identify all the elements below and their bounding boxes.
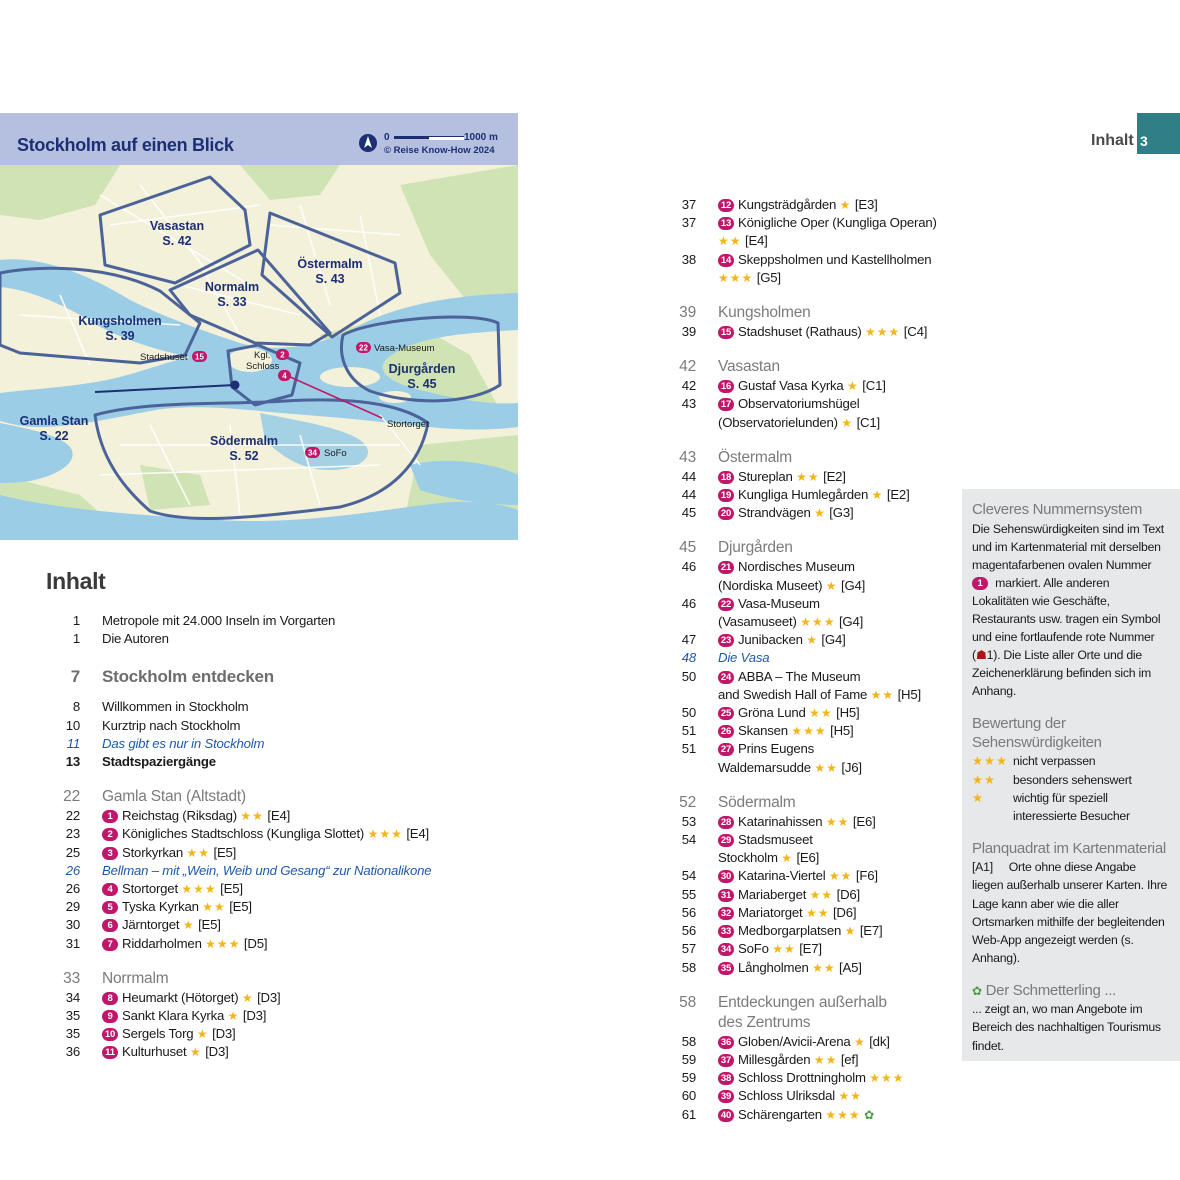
sight-number-badge: 14 xyxy=(718,254,734,267)
grid-reference: [H5] xyxy=(830,723,854,739)
grid-reference: [E5] xyxy=(213,844,237,860)
district-label-sodermalm-page: S. 52 xyxy=(229,449,259,463)
grid-reference: [E2] xyxy=(823,468,846,484)
toc-entry-sight: 56 33 Medborgarplatsen ★ [E7] xyxy=(681,923,883,939)
sight-number-badge: 8 xyxy=(102,992,118,1005)
north-arrow-icon xyxy=(358,133,378,153)
district-label-kungsholmen-page: S. 39 xyxy=(105,329,135,343)
poi-num-sofo: 34 xyxy=(308,448,317,458)
sight-number-badge: 23 xyxy=(718,634,734,647)
poi-label-stortorget: Stortorget xyxy=(387,419,429,430)
sight-number-badge: 13 xyxy=(718,217,734,230)
star-rating-icon: ★★ xyxy=(838,1089,862,1104)
page-number: 3 xyxy=(1140,133,1148,149)
toc-entry-sight: 31 7 Riddarholmen ★★★ [D5] xyxy=(65,935,268,951)
sight-number-badge: 3 xyxy=(102,847,118,860)
star-rating-icon: ★★ xyxy=(814,760,838,775)
grid-reference: [D3] xyxy=(257,989,281,1005)
grid-reference: [ef] xyxy=(840,1051,859,1067)
toc-entry-sight: 43 17 Observatoriumshügel (Observatorielunden) ★ [C1] xyxy=(681,396,880,430)
toc-column-right xyxy=(662,196,952,1124)
scale-zero-label: 0 xyxy=(384,132,390,143)
poi-num-stadshuset: 15 xyxy=(195,352,204,362)
star-rating-icon: ★★ xyxy=(809,706,833,721)
toc-section-kungsholmen: 39 Kungsholmen xyxy=(679,304,811,322)
sight-number-badge: 21 xyxy=(718,561,734,574)
grid-reference: [F6] xyxy=(855,868,878,884)
grid-reference: [D3] xyxy=(242,1008,267,1024)
sight-number-badge: 29 xyxy=(718,834,734,847)
toc-entry-sight: 57 34 SoFo ★★ [E7] xyxy=(681,941,822,957)
sight-number-badge: 6 xyxy=(102,919,118,932)
toc-entry: 1 Metropole mit 24.000 Inseln im Vorgarten xyxy=(72,613,336,628)
toc-entry: 10 Kurztrip nach Stockholm xyxy=(65,717,241,733)
toc-entry-sight: 51 26 Skansen ★★★ [H5] xyxy=(681,723,854,739)
toc-section-ostermalm: 43 Östermalm xyxy=(679,448,792,466)
sight-number-badge: 2 xyxy=(102,828,118,841)
rating-row: ★★★ nicht verpassen xyxy=(972,752,1168,770)
star-rating-icon: ★★ xyxy=(809,887,834,902)
info-numbering xyxy=(972,501,1168,700)
grid-reference: [E3] xyxy=(854,197,878,212)
gamla-stan-dot xyxy=(231,381,240,390)
toc-entry-sight: 38 14 Skeppsholmen und Kastellholmen ★★★ [G5] xyxy=(681,251,932,285)
poi-label-stadshuset: Stadshuset xyxy=(140,352,188,363)
sight-number-badge: 16 xyxy=(718,380,734,393)
grid-reference: [D6] xyxy=(836,886,861,902)
toc-entry-sight: 55 31 Mariaberget ★★ [D6] xyxy=(681,886,861,902)
star-icon: ★★★ xyxy=(972,754,1009,769)
butterfly-icon: ✿ xyxy=(864,1107,874,1122)
toc-entry-sight: 58 35 Långholmen ★★ [A5] xyxy=(681,959,862,975)
page-tab xyxy=(1137,113,1180,154)
district-label-vasastan: Vasastan xyxy=(149,219,205,233)
sight-number-badge: 18 xyxy=(718,471,734,484)
toc-section-norrmalm: 33 Norrmalm xyxy=(63,969,169,987)
running-header: Inhalt xyxy=(1091,132,1134,149)
toc-section-djurgarden: 45 Djurgården xyxy=(679,539,793,557)
toc-entry-feature: 48 Die Vasa xyxy=(681,650,770,666)
star-rating-icon: ★★ xyxy=(240,809,264,824)
toc-entry-sight: 50 25 Gröna Lund ★★ [H5] xyxy=(681,705,860,721)
toc-entry-sight: 35 9 Sankt Klara Kyrka ★ [D3] xyxy=(65,1008,267,1024)
star-rating-icon: ★★ xyxy=(825,814,850,829)
toc-entry-sight: 45 20 Strandvägen ★ [G3] xyxy=(681,505,854,521)
toc-entry: 13 Stadtspaziergänge xyxy=(65,754,216,770)
scale-bar xyxy=(394,136,464,139)
poi-num-vasa: 22 xyxy=(359,343,368,353)
grid-reference: [E5] xyxy=(198,917,221,933)
star-rating-icon: ★ xyxy=(847,379,859,394)
grid-reference: [E7] xyxy=(799,941,822,957)
grid-reference: [A5] xyxy=(839,959,862,975)
grid-reference: [E6] xyxy=(796,850,820,866)
star-rating-icon: ★ xyxy=(839,198,852,212)
toc-entry-sight: 56 32 Mariatorget ★★ [D6] xyxy=(681,904,857,920)
info-grid-title: Planquadrat im Kartenmaterial xyxy=(972,839,1166,857)
sight-number-badge: 11 xyxy=(102,1046,118,1059)
toc-entry-sight: 22 1 Reichstag (Riksdag) ★★ [E4] xyxy=(65,808,291,824)
district-label-normalm-page: S. 33 xyxy=(217,295,247,309)
sight-number-badge: 20 xyxy=(718,507,734,520)
star-rating-icon: ★★ xyxy=(805,905,830,920)
rating-row: ★ wichtig für speziell interessierte Besucher xyxy=(972,789,1168,825)
star-rating-icon: ★★ xyxy=(812,960,836,975)
sight-number-badge: 4 xyxy=(102,883,118,896)
toc-entry-sight: 46 21 Nordisches Museum (Nordiska Museet) ★ [G4] xyxy=(681,559,866,593)
star-rating-icon: ★ xyxy=(196,1027,209,1042)
toc-section-outside: 58 Entdeckungen außerhalb des Zentrums xyxy=(679,993,887,1031)
sight-number-badge: 24 xyxy=(718,671,734,684)
district-page-vasastan: S. 42 xyxy=(162,234,192,248)
star-icon: ★ xyxy=(972,790,985,805)
toc-entry-sight: 53 28 Katarinahissen ★★ [E6] xyxy=(681,813,876,829)
sight-number-badge: 7 xyxy=(102,938,118,951)
grid-reference: [G4] xyxy=(841,577,866,593)
sight-number-badge: 26 xyxy=(718,725,734,738)
toc-chapter: 7 Stockholm entdecken xyxy=(70,667,274,687)
toc-entry-sight: 23 2 Königliches Stadtschloss (Kungliga Slottet) ★★★ [E4] xyxy=(65,826,429,842)
grid-reference: [D5] xyxy=(243,935,268,951)
toc-heading: Inhalt xyxy=(46,568,106,594)
sight-number-badge: 37 xyxy=(718,1054,734,1067)
grid-reference: [C4] xyxy=(903,324,928,340)
toc-entry-sight: 29 5 Tyska Kyrkan ★★ [E5] xyxy=(65,899,252,915)
grid-reference: [G5] xyxy=(756,269,781,285)
map-header xyxy=(0,113,518,165)
info-butterfly xyxy=(972,982,1168,1055)
star-rating-icon: ★ xyxy=(182,918,195,933)
poi-num-schloss: 2 xyxy=(280,350,285,360)
sight-number-badge: 30 xyxy=(718,870,734,883)
toc-entry-sight: 59 37 Millesgården ★★ [ef] xyxy=(681,1051,859,1067)
info-numbering-title: Cleveres Nummernsystem xyxy=(972,501,1143,518)
toc-entry-sight: 54 30 Katarina-Viertel ★★ [F6] xyxy=(681,868,878,884)
star-rating-icon: ★★ xyxy=(796,469,820,484)
rating-row: ★★ besonders sehenswert xyxy=(972,771,1168,789)
sight-number-badge: 25 xyxy=(718,707,734,720)
sight-number-badge: 34 xyxy=(718,943,734,956)
grid-reference: [H5] xyxy=(897,686,921,702)
district-label-ostermalm-page: S. 43 xyxy=(315,272,345,286)
poi-label-schloss-1: Kgl. xyxy=(254,350,271,361)
example-badge: 1 xyxy=(972,577,988,590)
star-rating-icon: ★ xyxy=(806,633,818,648)
star-rating-icon: ★ xyxy=(871,488,884,503)
toc-column-left xyxy=(46,612,486,1062)
star-rating-icon: ★ xyxy=(853,1034,866,1049)
toc-entry-sight: 61 40 Schärengarten ★★★ ✿ xyxy=(681,1106,874,1122)
star-rating-icon: ★★★ xyxy=(800,615,836,630)
toc-entry-sight: 36 11 Kulturhuset ★ [D3] xyxy=(65,1044,229,1060)
butterfly-icon: ✿ xyxy=(972,983,982,998)
toc-entry-sight: 60 39 Schloss Ulriksdal ★★ xyxy=(681,1088,862,1104)
toc-entry-sight: 50 24 ABBA – The Museum and Swedish Hall of Fame ★★ [H5] xyxy=(681,668,921,702)
grid-reference: [J6] xyxy=(841,759,862,775)
star-rating-icon: ★ xyxy=(227,1009,240,1024)
star-rating-icon: ★★ xyxy=(828,869,853,884)
toc-entry-sight: 44 18 Stureplan ★★ [E2] xyxy=(681,468,846,484)
grid-reference: [E2] xyxy=(886,487,910,503)
star-icon: ★★ xyxy=(972,772,997,787)
grid-reference: [E5] xyxy=(229,899,252,915)
toc-entry: 8 Willkommen in Stockholm xyxy=(72,699,249,715)
grid-reference: [G4] xyxy=(838,614,864,630)
poi-label-vasa: Vasa-Museum xyxy=(374,343,435,354)
grid-reference: [C1] xyxy=(862,378,886,394)
toc-entry-sight: 44 19 Kungliga Humlegården ★ [E2] xyxy=(681,487,910,503)
grid-reference: [C1] xyxy=(856,414,880,430)
grid-reference: [H5] xyxy=(836,705,860,721)
sight-number-badge: 33 xyxy=(718,925,734,938)
district-label-djurgarden: Djurgården xyxy=(388,362,456,376)
district-label-kungsholmen: Kungsholmen xyxy=(78,314,162,328)
star-rating-icon: ★ xyxy=(825,578,838,593)
star-rating-icon: ★★ xyxy=(813,1052,838,1067)
grid-reference: [E7] xyxy=(859,923,883,939)
toc-entry-sight: 25 3 Storkyrkan ★★ [E5] xyxy=(65,844,237,860)
grid-reference: [E4] xyxy=(406,826,429,842)
toc-entry-feature: 11 Das gibt es nur in Stockholm xyxy=(66,735,265,751)
sight-number-badge: 15 xyxy=(718,326,734,339)
toc-entry-sight: 58 36 Globen/Avicii-Arena ★ [dk] xyxy=(681,1033,890,1049)
toc-entry-sight: 47 23 Junibacken ★ [G4] xyxy=(681,632,846,648)
overview-map xyxy=(0,113,518,540)
district-label-normalm: Normalm xyxy=(204,280,260,294)
info-grid xyxy=(972,839,1171,967)
toc-entry-sight: 51 27 Prins Eugens Waldemarsudde ★★ [J6] xyxy=(681,741,862,775)
toc-entry-sight: 26 4 Stortorget ★★★ [E5] xyxy=(65,881,243,897)
grid-reference: [dk] xyxy=(869,1033,890,1049)
info-rating xyxy=(972,715,1168,824)
info-numbering-text: Die Sehenswürdigkeiten sind im Text und im Kartenmaterial mit derselben magentafarbenen ovalen Nummer 1 markiert. Alle anderen Lokalitäten wie Geschäfte, Restaurants usw. tragen ein Symbol und eine fortlaufende rote Nummer (☗1). Die Liste aller Orte und die Zeichenerklärung befinden sich im Anhang. xyxy=(972,521,1164,699)
sight-number-badge: 39 xyxy=(718,1090,734,1103)
toc-entry-sight: 39 15 Stadshuset (Rathaus) ★★★ [C4] xyxy=(681,324,928,340)
sight-number-badge: 38 xyxy=(718,1072,734,1085)
star-rating-icon: ★★ xyxy=(772,942,796,957)
toc-section-gamla-stan: 22 Gamla Stan (Altstadt) xyxy=(63,788,246,806)
grid-reference: [E6] xyxy=(852,813,876,829)
map-copyright: © Reise Know-How 2024 xyxy=(384,145,495,156)
info-box xyxy=(962,489,1180,1061)
star-rating-icon: ★★★ xyxy=(869,1071,905,1086)
grid-reference: [G3] xyxy=(829,505,854,521)
sight-number-badge: 27 xyxy=(718,743,734,756)
star-rating-icon: ★★★ xyxy=(825,1107,861,1122)
sight-number-badge: 31 xyxy=(718,889,734,902)
toc-entry-sight: 42 16 Gustaf Vasa Kyrka ★ [C1] xyxy=(681,378,886,394)
sight-number-badge: 12 xyxy=(718,199,734,212)
toc-section-vasastan: 42 Vasastan xyxy=(679,358,780,376)
toc-entry: 1 Die Autoren xyxy=(72,631,169,647)
district-label-ostermalm: Östermalm xyxy=(297,257,363,271)
sight-number-badge: 17 xyxy=(718,398,734,411)
sight-number-badge: 19 xyxy=(718,489,734,502)
star-rating-icon: ★ xyxy=(841,415,854,430)
poi-num-stortorget: 4 xyxy=(282,371,287,381)
star-rating-icon: ★★★ xyxy=(865,325,901,340)
toc-entry-sight: 35 10 Sergels Torg ★ [D3] xyxy=(65,1026,236,1042)
grid-reference: [D3] xyxy=(205,1044,229,1060)
map-canvas xyxy=(0,165,518,540)
star-rating-icon: ★★ xyxy=(186,845,211,860)
star-rating-icon: ★ xyxy=(189,1045,202,1060)
district-label-sodermalm: Södermalm xyxy=(209,434,279,448)
toc-entry-sight: 30 6 Järntorget ★ [E5] xyxy=(65,917,221,933)
toc-section-sodermalm: 52 Södermalm xyxy=(679,793,796,811)
sight-number-badge: 35 xyxy=(718,962,734,975)
district-label-gamla-stan-page: S. 22 xyxy=(39,429,69,443)
sight-number-badge: 9 xyxy=(102,1010,118,1023)
toc-entry-sight: 34 8 Heumarkt (Hötorget) ★ [D3] xyxy=(65,989,281,1005)
sight-number-badge: 28 xyxy=(718,816,734,829)
shop-symbol-icon: ☗ xyxy=(975,648,987,663)
toc-entry-sight: 59 38 Schloss Drottningholm ★★★ xyxy=(681,1070,905,1086)
district-label-djurgarden-page: S. 45 xyxy=(407,377,437,391)
star-rating-icon: ★★★ xyxy=(367,827,403,842)
toc-entry-sight: 37 12 Kungsträdgården ★ [E3] xyxy=(681,197,878,212)
star-rating-icon: ★★★ xyxy=(791,724,827,739)
info-rating-title: Bewertung der Sehenswürdigkeiten xyxy=(972,715,1102,751)
info-butterfly-text: ... zeigt an, wo man Angebote im Bereich des nachhaltigen Tourismus findet. xyxy=(972,1002,1161,1053)
poi-label-schloss-2: Schloss xyxy=(246,361,280,372)
star-rating-icon: ★★ xyxy=(870,687,895,702)
star-rating-icon: ★ xyxy=(814,506,826,521)
grid-reference: [E4] xyxy=(744,233,768,249)
grid-reference: [D6] xyxy=(832,904,857,920)
scale-max-label: 1000 m xyxy=(464,132,498,143)
star-rating-icon: ★★★ xyxy=(181,882,217,897)
district-label-gamla-stan: Gamla Stan xyxy=(19,414,89,428)
star-rating-icon: ★★★ xyxy=(718,270,754,285)
star-rating-icon: ★★★ xyxy=(205,936,241,951)
star-rating-icon: ★★ xyxy=(202,900,226,915)
sight-number-badge: 1 xyxy=(102,810,118,823)
info-grid-text: [A1] Orte ohne diese Angabe liegen außerhalb unserer Karten. Ihre Lage kann aber wie die aller Ortsmarken mithilfe der begleitenden Web-App angezeigt werden (s. Anhang). xyxy=(972,860,1171,965)
toc-entry-feature: 26 Bellman – mit „Wein, Weib und Gesang“ zur Nationalikone xyxy=(65,862,432,878)
info-butterfly-title: ✿ Der Schmetterling ... xyxy=(972,981,1117,999)
grid-reference: [G4] xyxy=(821,632,846,648)
sight-number-badge: 40 xyxy=(718,1109,734,1122)
star-rating-icon: ★ xyxy=(241,990,254,1005)
poi-label-sofo: SoFo xyxy=(324,448,347,459)
sight-number-badge: 22 xyxy=(718,598,734,611)
star-rating-icon: ★ xyxy=(781,851,793,866)
toc-entry-sight: 37 13 Königliche Oper (Kungliga Operan) ★★ [E4] xyxy=(681,215,937,249)
sight-number-badge: 10 xyxy=(102,1028,118,1041)
map-title: Stockholm auf einen Blick xyxy=(17,135,234,155)
grid-reference: [D3] xyxy=(212,1026,236,1042)
star-rating-icon: ★★ xyxy=(718,234,742,249)
sight-number-badge: 5 xyxy=(102,901,118,914)
toc-entry-sight: 54 29 Stadsmuseet Stockholm ★ [E6] xyxy=(681,832,820,866)
sight-number-badge: 32 xyxy=(718,907,734,920)
star-rating-icon: ★ xyxy=(844,924,857,939)
sight-number-badge: 36 xyxy=(718,1036,734,1049)
toc-entry-sight: 46 22 Vasa-Museum (Vasamuseet) ★★★ [G4] xyxy=(681,595,864,630)
grid-reference: [E4] xyxy=(267,808,291,824)
grid-reference: [E5] xyxy=(220,881,243,897)
